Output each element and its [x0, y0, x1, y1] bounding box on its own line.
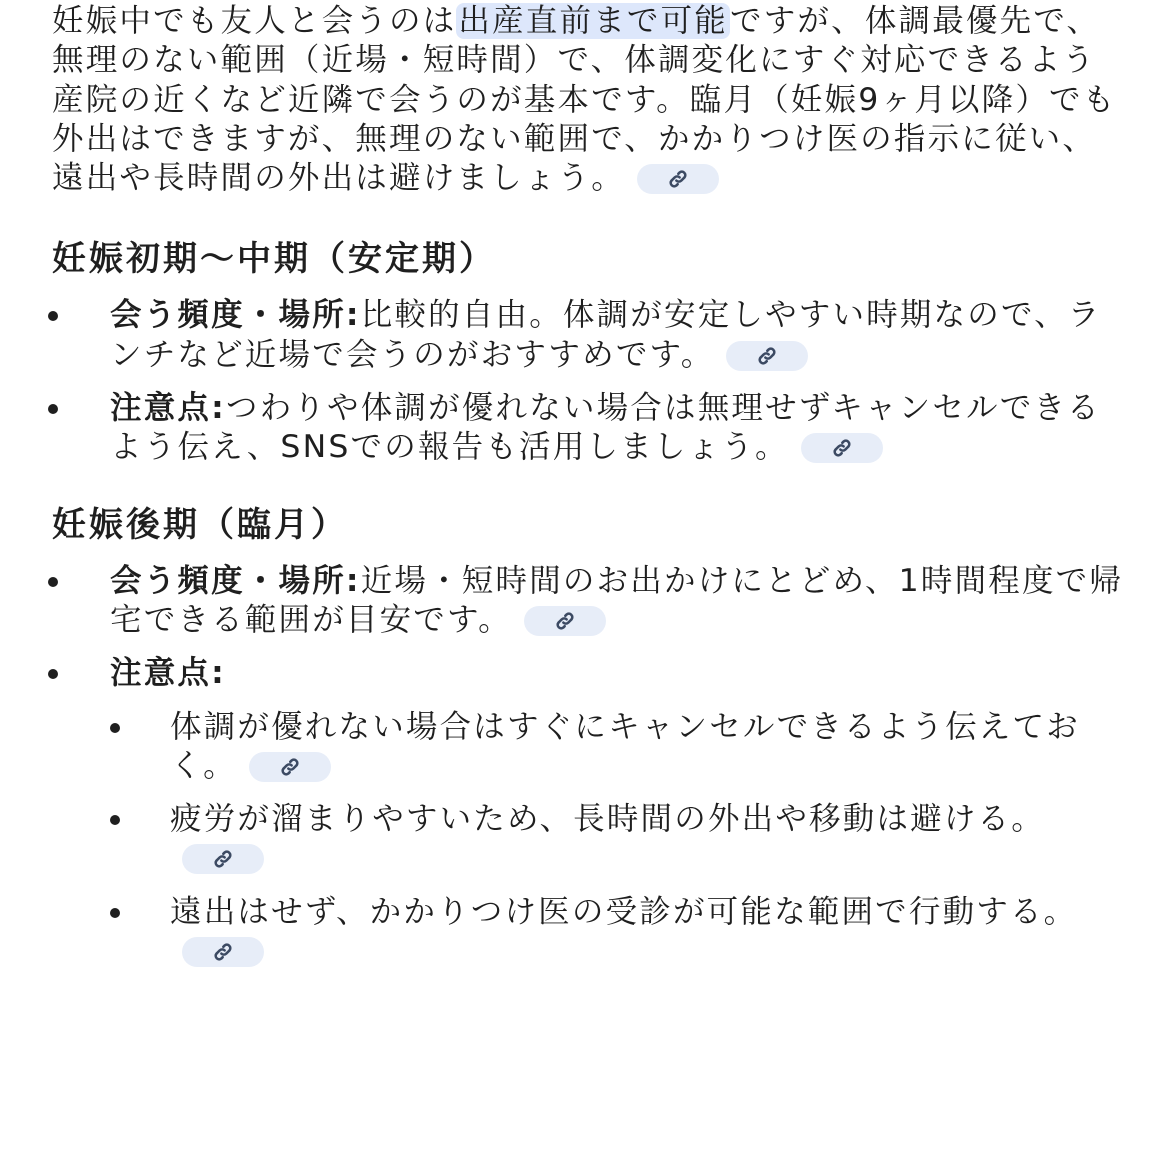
section-heading-late: 妊娠後期（臨月） [52, 504, 348, 545]
intro-text-after: ですが、体調最優先で、無理のない範囲（近場・短時間）で、体調変化にすぐ対応できるよう産院の近くなど近隣で会うのが基本です。臨月（妊娠9ヶ月以降）でも外出はできますが、無理のない範囲で、かかりつけ医の指示に従い、遠出や長時間の外出は避けましょう。 [52, 3, 1117, 197]
item-text: 比較的自由。体調が安定しやすい時期なので、ランチなど近場で会うのがおすすめです。 [110, 297, 1102, 373]
section-list-late [52, 562, 1132, 972]
sub-item-text: 遠出はせず、かかりつけ医の受診が可能な範囲で行動する。 [170, 893, 1078, 930]
sub-item-text: 疲労が溜まりやすいため、長時間の外出や移動は避ける。 [170, 801, 1045, 838]
section-list-early-mid [52, 296, 1132, 467]
list-item [52, 296, 1132, 375]
sub-list-item [110, 708, 1132, 787]
source-link-chip[interactable] [801, 433, 883, 463]
sub-list-item [110, 800, 1132, 879]
link-icon [552, 608, 578, 634]
source-link-chip[interactable] [524, 606, 606, 636]
link-icon [665, 166, 691, 192]
source-link-chip[interactable] [182, 937, 264, 967]
source-link-chip[interactable] [249, 752, 331, 782]
item-label: 会う頻度・場所: [110, 297, 361, 334]
sub-list-item [110, 893, 1132, 972]
sub-item-text: 体調が優れない場合はすぐにキャンセルできるよう伝えておく。 [170, 708, 1080, 784]
item-label: 注意点: [110, 390, 226, 427]
link-icon [210, 939, 236, 965]
link-icon [277, 754, 303, 780]
item-text: 近場・短時間のお出かけにとどめ、1時間程度で帰宅できる範囲が目安です。 [110, 562, 1124, 638]
section-heading-early-mid: 妊娠初期〜中期（安定期） [52, 239, 496, 280]
item-label: 会う頻度・場所: [110, 562, 361, 599]
source-link-chip[interactable] [182, 844, 264, 874]
link-icon [210, 846, 236, 872]
intro-highlight: 出産直前まで可能 [458, 3, 729, 39]
item-label: 注意点: [110, 655, 226, 692]
source-link-chip[interactable] [726, 341, 808, 371]
link-icon [754, 343, 780, 369]
list-item [52, 389, 1132, 468]
sub-list [110, 708, 1132, 972]
source-link-chip[interactable] [637, 164, 719, 194]
list-item [52, 654, 1132, 971]
intro-text-before: 妊娠中でも友人と会うのは [52, 3, 457, 39]
item-text: つわりや体調が優れない場合は無理せずキャンセルできるよう伝え、SNSでの報告も活用しましょう。 [110, 390, 1101, 466]
link-icon [829, 435, 855, 461]
intro-paragraph [52, 2, 1122, 198]
answer-content [52, 2, 1132, 971]
list-item [52, 562, 1132, 641]
